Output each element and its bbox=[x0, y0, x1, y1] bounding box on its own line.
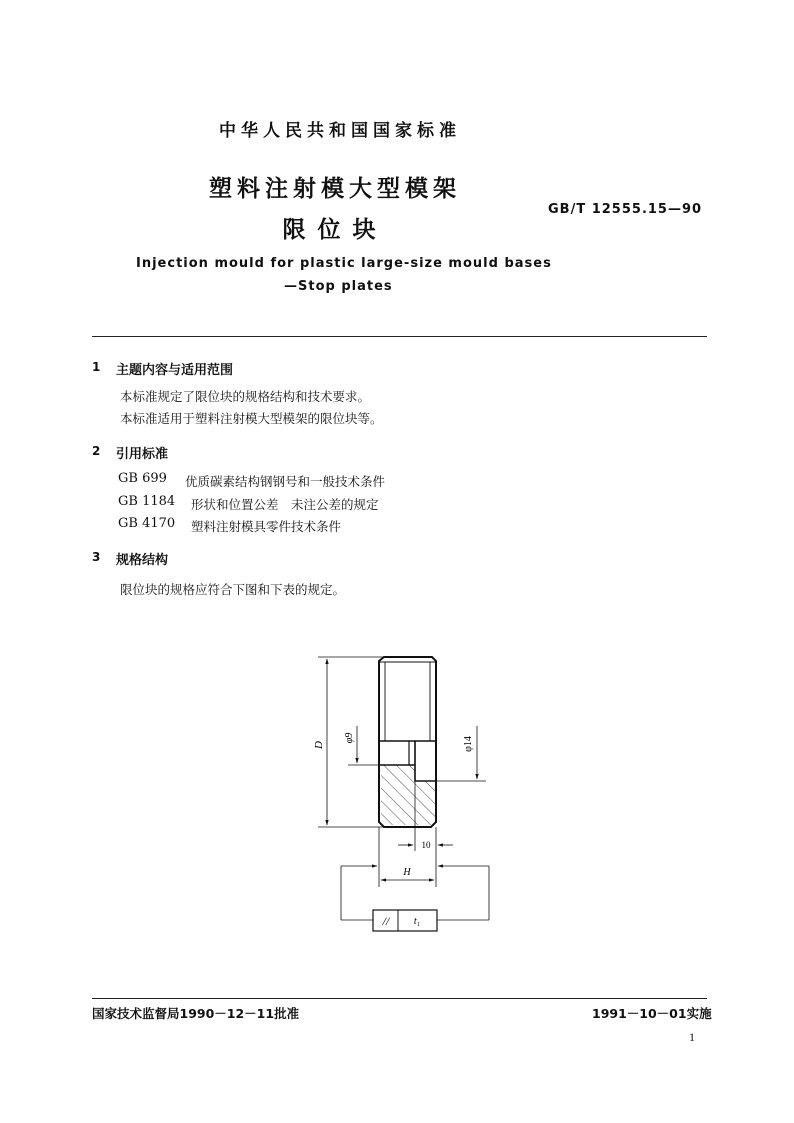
standard-number: GB/T 12555.15—90 bbox=[548, 202, 703, 217]
section-1-number: 1 bbox=[92, 360, 101, 374]
english-title: Injection mould for plastic large-size mould bases bbox=[136, 256, 552, 271]
effective-date: 1991－10－01实施 bbox=[592, 1006, 712, 1021]
reference-title: 形状和位置公差 未注公差的规定 bbox=[191, 497, 379, 512]
approval-date: 国家技术监督局1990－12－11批准 bbox=[92, 1006, 300, 1021]
section-3-paragraph: 限位块的规格应符合下图和下表的规定。 bbox=[120, 582, 346, 597]
tolerance-value: t₁ bbox=[413, 916, 421, 927]
reference-title: 塑料注射模具零件技术条件 bbox=[191, 519, 342, 534]
dimension-phi14-label: φ14 bbox=[463, 736, 474, 752]
section-3-heading: 规格结构 bbox=[116, 553, 169, 568]
section-2-number: 2 bbox=[92, 444, 101, 458]
section-1-heading: 主题内容与适用范围 bbox=[116, 363, 234, 378]
issuing-org: 中华人民共和国国家标准 bbox=[219, 121, 461, 141]
reference-code: GB 4170 bbox=[118, 516, 176, 531]
english-subtitle: —Stop plates bbox=[284, 279, 393, 294]
reference-title: 优质碳素结构钢钢号和一般技术条件 bbox=[185, 474, 386, 489]
page-number: 1 bbox=[689, 1030, 695, 1044]
dimension-10-label: 10 bbox=[421, 840, 431, 850]
parallelism-symbol: // bbox=[382, 914, 390, 928]
section-1-paragraph: 本标准规定了限位块的规格结构和技术要求。 bbox=[120, 389, 371, 404]
title-chinese: 塑料注射模大型模架 bbox=[209, 176, 461, 202]
reference-code: GB 699 bbox=[118, 471, 167, 486]
subtitle-chinese: 限位块 bbox=[282, 217, 388, 243]
dimension-h-label: H bbox=[403, 867, 411, 878]
hatched-section bbox=[381, 765, 436, 825]
footer-divider bbox=[92, 998, 707, 999]
dimension-d-label: D bbox=[313, 741, 325, 749]
section-1-paragraph: 本标准适用于塑料注射模大型模架的限位块等。 bbox=[120, 411, 383, 426]
section-2-heading: 引用标准 bbox=[116, 447, 169, 462]
section-3-number: 3 bbox=[92, 550, 101, 564]
bore-outline bbox=[415, 741, 436, 781]
dimension-phi9-label: φ9 bbox=[344, 732, 355, 744]
reference-code: GB 1184 bbox=[118, 494, 176, 509]
